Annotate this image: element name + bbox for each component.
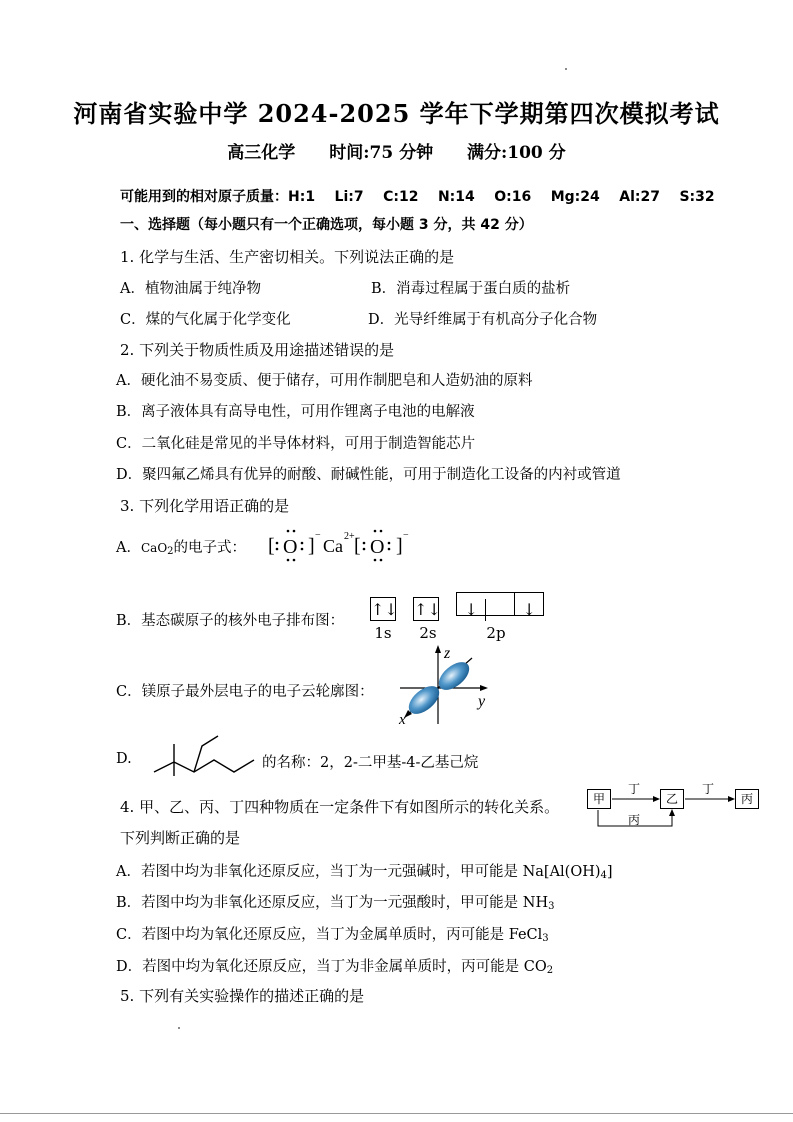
page-bottom-rule (0, 1113, 793, 1114)
q4-option-b: B．若图中均为非氧化还原反应，当丁为一元强酸时，甲可能是 $NH_3$ (116, 895, 555, 912)
q2-option-d: D．聚四氟乙烯具有优异的耐酸、耐碱性能，可用于制造化工设备的内衬或管道 (116, 467, 621, 483)
label-1s: 1s (374, 624, 392, 642)
label-2p: 2p (486, 624, 506, 642)
option-a-text: 的电子式： (173, 540, 247, 556)
q2-option-a: A．硬化油不易变质、便于储存，可用作制肥皂和人造奶油的原料 (116, 373, 533, 389)
q1-option-b: B．消毒过程属于蛋白质的盐析 (371, 281, 571, 297)
q3-option-d-text: 的名称：2，2-二甲基-4-乙基己烷 (262, 755, 479, 771)
svg-text:]: ] (396, 535, 403, 557)
orbital-2p-box: ↓ ↓ (456, 592, 544, 616)
q1-option-a: A．植物油属于纯净物 (120, 281, 261, 297)
q4-stem: 4. 甲、乙、丙、丁四种物质在一定条件下有如图所示的转化关系。 (120, 798, 560, 816)
full-score: 满分:100 分 (467, 143, 566, 163)
time-limit: 时间:75 分钟 (329, 143, 434, 163)
svg-text:]: ] (308, 535, 315, 557)
axis-y-label: y (478, 693, 486, 710)
transformation-diagram (585, 780, 765, 830)
svg-text:O: O (370, 536, 385, 558)
arrow-label-ding-1: 丁 (628, 782, 641, 796)
q2-option-b: B．离子液体具有高导电性，可用作锂离子电池的电解液 (116, 404, 475, 420)
section-heading: 一、选择题（每小题只有一个正确选项，每小题 3 分，共 42 分） (120, 217, 533, 233)
arrow-label-bing: 丙 (628, 813, 641, 827)
p-orbital-cloud (396, 644, 496, 726)
speck (565, 68, 567, 70)
orbital-1s-box: ↑↓ (370, 597, 396, 621)
ca-symbol: Ca (323, 536, 343, 556)
cao2-formula: CaO$_2$ (140, 541, 174, 557)
svg-text:−: − (403, 530, 409, 541)
orbital-diagram (370, 592, 544, 621)
box-bing: 丙 (735, 789, 759, 809)
box-jia: 甲 (587, 789, 611, 809)
diagram-arrows (585, 780, 765, 830)
q5-stem: 5. 下列有关实验操作的描述正确的是 (120, 987, 365, 1005)
q3-option-a (116, 536, 246, 557)
speck (178, 1027, 180, 1029)
box-yi: 乙 (660, 789, 684, 809)
q1-option-c: C．煤的气化属于化学变化 (120, 312, 291, 328)
svg-text:−: − (315, 530, 321, 541)
q4-option-d: D．若图中均为氧化还原反应，当丁为非金属单质时，丙可能是 $CO_2$ (116, 959, 554, 976)
q3-option-d-label: D. (116, 751, 132, 767)
label-2s: 2s (419, 624, 437, 642)
axis-z-label: z (444, 645, 451, 662)
q2-option-c: C．二氧化硅是常见的半导体材料，可用于制造智能芯片 (116, 436, 476, 452)
svg-text:O: O (283, 536, 298, 558)
q2-stem: 2. 下列关于物质性质及用途描述错误的是 (120, 341, 395, 359)
exam-subtitle (0, 138, 793, 163)
svg-text:[: [ (268, 535, 275, 557)
q1-option-d: D．光导纤维属于有机高分子化合物 (368, 312, 598, 328)
subject: 高三化学 (227, 143, 296, 163)
skeletal-formula (152, 732, 262, 778)
atomic-mass-line: 可能用到的相对原子质量：H:1 Li:7 C:12 N:14 O:16 Mg:24 Al:27 S:32 (120, 189, 715, 205)
q4-option-c: C．若图中均为氧化还原反应，当丁为金属单质时，丙可能是 FeCl$_3$ (116, 927, 549, 944)
ca-charge: 2+ (344, 531, 355, 542)
q4-option-a: A．若图中均为非氧化还原反应，当丁为一元强碱时，甲可能是 $Na[Al(OH)_4]$ (116, 864, 613, 881)
q4-stem-2: 下列判断正确的是 (120, 829, 241, 847)
orbital-2s-box: ↑↓ (413, 597, 439, 621)
option-label: A． (116, 540, 141, 556)
arrow-label-ding-2: 丁 (702, 782, 715, 796)
cao2-electron-formula (266, 524, 426, 564)
q3-option-c: C．镁原子最外层电子的电子云轮廓图： (116, 684, 374, 700)
exam-title: 河南省实验中学 2024-2025 学年下学期第四次模拟考试 (73, 99, 720, 128)
q1-stem: 1. 化学与生活、生产密切相关。下列说法正确的是 (120, 248, 455, 266)
svg-text:[: [ (354, 535, 361, 557)
q3-stem: 3. 下列化学用语正确的是 (120, 497, 290, 515)
axis-x-label: x (399, 712, 406, 726)
q3-option-b: B．基态碳原子的核外电子排布图： (116, 613, 345, 629)
